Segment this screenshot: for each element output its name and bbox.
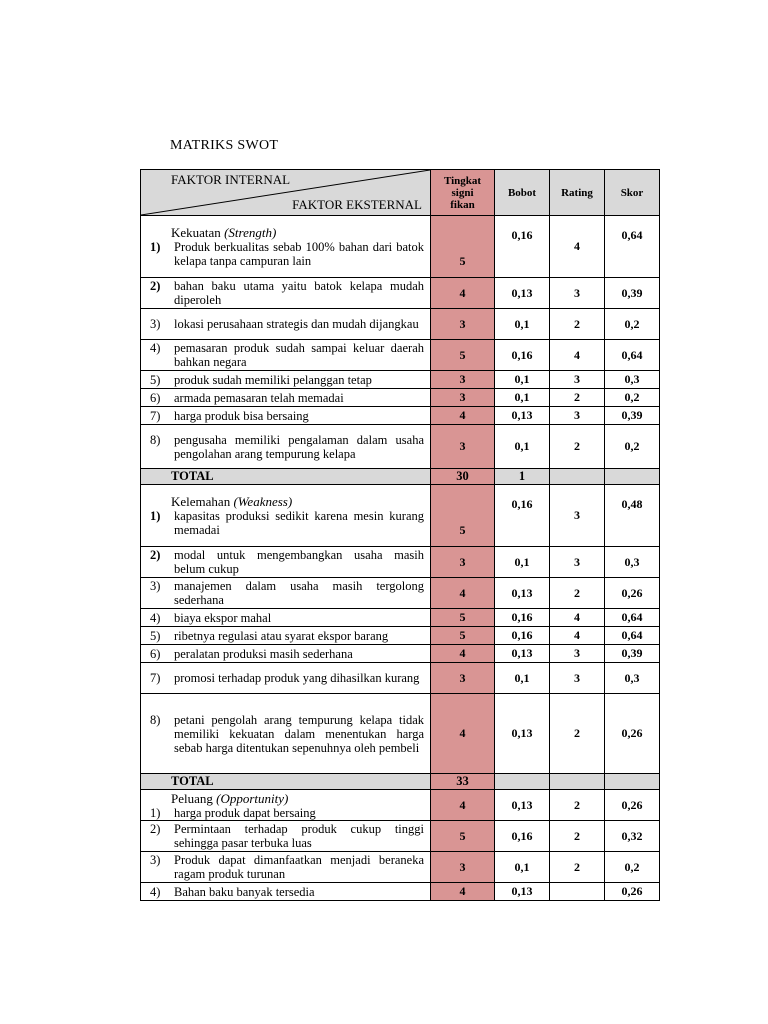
strength-row — [141, 340, 660, 371]
opportunity-row — [141, 852, 660, 883]
skor-cell: 0,2 — [605, 309, 660, 340]
rating-cell: 2 — [550, 821, 605, 852]
item-text: bahan baku utama yaitu batok kelapa mudah diperoleh — [174, 279, 424, 307]
opportunity-item-cell — [141, 852, 431, 883]
skor-cell: 0,48 — [605, 485, 660, 547]
table-header-row — [141, 170, 660, 216]
weakness-total-row — [141, 774, 660, 790]
item-number: 1) — [150, 509, 161, 523]
weakness-item-cell — [141, 547, 431, 578]
list-item — [141, 629, 430, 643]
tingkat-cell: 3 — [431, 852, 495, 883]
item-text: ribetnya regulasi atau syarat ekspor barang — [174, 628, 389, 643]
bobot-cell: 0,13 — [495, 645, 550, 663]
rating-cell — [550, 883, 605, 901]
strength-heading — [141, 225, 430, 240]
bobot-cell: 0,1 — [495, 663, 550, 694]
list-item — [141, 671, 430, 685]
tingkat-cell: 5 — [431, 485, 495, 547]
bobot-cell: 0,13 — [495, 694, 550, 774]
item-number: 5) — [150, 628, 161, 643]
list-item — [141, 317, 430, 331]
tingkat-cell: 3 — [431, 425, 495, 469]
rating-cell: 2 — [550, 389, 605, 407]
item-text: lokasi perusahaan strategis dan mudah dijangkau — [174, 317, 419, 331]
strength-row — [141, 407, 660, 425]
weakness-item-cell — [141, 627, 431, 645]
weakness-row — [141, 627, 660, 645]
faktor-eksternal-label: FAKTOR EKSTERNAL — [292, 197, 422, 212]
strength-row — [141, 278, 660, 309]
item-number: 3) — [150, 317, 161, 331]
item-number: 7) — [150, 671, 161, 685]
skor-cell: 0,64 — [605, 609, 660, 627]
bobot-cell: 0,1 — [495, 389, 550, 407]
opportunity-item-cell — [141, 790, 431, 821]
weakness-heading-text: Kelemahan — [171, 494, 231, 509]
item-number: 6) — [150, 646, 161, 661]
weakness-row — [141, 694, 660, 774]
skor-cell: 0,64 — [605, 216, 660, 278]
strength-total-row — [141, 469, 660, 485]
item-text: produk sudah memiliki pelanggan tetap — [174, 372, 372, 387]
bobot-header: Bobot — [495, 170, 550, 216]
bobot-cell: 0,1 — [495, 425, 550, 469]
item-number: 8) — [150, 712, 161, 727]
tingkat-cell: 5 — [431, 340, 495, 371]
item-number: 8) — [150, 432, 161, 447]
list-item — [141, 548, 430, 576]
opportunity-heading-en: (Opportunity) — [216, 790, 289, 806]
rating-cell: 4 — [550, 340, 605, 371]
list-item — [141, 433, 430, 461]
skor-cell: 0,2 — [605, 852, 660, 883]
opportunity-item-cell — [141, 821, 431, 852]
item-text: Bahan baku banyak tersedia — [174, 884, 315, 899]
item-text: pengusaha memiliki pengalaman dalam usaha pengolahan arang tempurung kelapa — [174, 432, 424, 461]
rating-cell: 3 — [550, 485, 605, 547]
bobot-cell: 0,13 — [495, 883, 550, 901]
item-text: manajemen dalam usaha masih tergolong sederhana — [174, 579, 424, 607]
strength-row — [141, 216, 660, 278]
total-skor — [605, 469, 660, 485]
list-item — [141, 341, 430, 369]
weakness-row — [141, 645, 660, 663]
list-item — [141, 391, 430, 405]
list-item — [141, 579, 430, 607]
item-number: 4) — [150, 610, 161, 625]
total-tingkat: 33 — [431, 774, 495, 790]
weakness-row — [141, 547, 660, 578]
item-text: biaya ekspor mahal — [174, 610, 272, 625]
opportunity-row — [141, 790, 660, 821]
bobot-cell: 0,16 — [495, 340, 550, 371]
weakness-row — [141, 609, 660, 627]
strength-item-cell — [141, 340, 431, 371]
strength-row — [141, 425, 660, 469]
list-item — [141, 373, 430, 387]
weakness-item-cell — [141, 609, 431, 627]
rating-cell: 2 — [550, 694, 605, 774]
rating-header: Rating — [550, 170, 605, 216]
skor-header: Skor — [605, 170, 660, 216]
skor-cell: 0,3 — [605, 371, 660, 389]
strength-item-cell — [141, 425, 431, 469]
item-number: 3) — [150, 579, 161, 593]
opportunity-row — [141, 883, 660, 901]
weakness-row — [141, 663, 660, 694]
weakness-heading-en: (Weakness) — [233, 494, 293, 509]
skor-cell: 0,39 — [605, 278, 660, 309]
tingkat-cell: 4 — [431, 790, 495, 821]
rating-cell: 2 — [550, 790, 605, 821]
rating-cell: 2 — [550, 425, 605, 469]
rating-cell: 3 — [550, 278, 605, 309]
rating-cell: 2 — [550, 578, 605, 609]
item-number: 2) — [150, 279, 161, 293]
list-item — [141, 409, 430, 423]
list-item — [141, 611, 430, 625]
skor-cell: 0,26 — [605, 883, 660, 901]
total-rating — [550, 774, 605, 790]
item-text: harga produk dapat bersaing — [174, 805, 316, 820]
swot-matrix-table — [140, 169, 660, 901]
item-number: 4) — [150, 884, 161, 899]
weakness-item-cell — [141, 578, 431, 609]
item-text: Produk dapat dimanfaatkan menjadi beraneka ragam produk turunan — [174, 853, 424, 881]
opportunity-item-cell — [141, 883, 431, 901]
tingkat-cell: 5 — [431, 627, 495, 645]
total-rating — [550, 469, 605, 485]
item-text: pemasaran produk sudah sampai keluar daerah bahkan negara — [174, 341, 424, 369]
diagonal-header-cell — [141, 170, 431, 216]
skor-cell: 0,2 — [605, 425, 660, 469]
skor-cell: 0,3 — [605, 547, 660, 578]
rating-cell: 3 — [550, 407, 605, 425]
item-number: 2) — [150, 822, 161, 836]
total-label: TOTAL — [141, 469, 431, 485]
skor-cell: 0,26 — [605, 790, 660, 821]
list-item — [141, 647, 430, 661]
bobot-cell: 0,1 — [495, 547, 550, 578]
bobot-cell: 0,1 — [495, 371, 550, 389]
tingkat-line-1: Tingkat — [443, 174, 482, 187]
opportunity-heading — [141, 791, 430, 806]
bobot-cell: 0,13 — [495, 278, 550, 309]
list-item — [141, 240, 430, 268]
total-label: TOTAL — [141, 774, 431, 790]
tingkat-cell: 5 — [431, 609, 495, 627]
tingkat-cell: 3 — [431, 389, 495, 407]
weakness-item-cell — [141, 694, 431, 774]
item-text: promosi terhadap produk yang dihasilkan kurang — [174, 671, 420, 685]
rating-cell: 4 — [550, 627, 605, 645]
tingkat-cell: 3 — [431, 663, 495, 694]
tingkat-cell: 4 — [431, 883, 495, 901]
item-number: 2) — [150, 548, 161, 562]
tingkat-cell: 3 — [431, 309, 495, 340]
total-bobot — [495, 774, 550, 790]
tingkat-cell: 5 — [431, 821, 495, 852]
total-bobot: 1 — [495, 469, 550, 485]
list-item — [141, 279, 430, 307]
strength-heading-en: (Strength) — [224, 225, 277, 240]
tingkat-cell: 4 — [431, 694, 495, 774]
skor-cell: 0,3 — [605, 663, 660, 694]
opportunity-row — [141, 821, 660, 852]
rating-cell: 4 — [550, 216, 605, 278]
skor-cell: 0,39 — [605, 645, 660, 663]
skor-cell: 0,26 — [605, 694, 660, 774]
weakness-heading — [141, 494, 430, 509]
item-number: 3) — [150, 853, 161, 867]
item-text: Permintaan terhadap produk cukup tinggi sehingga pasar terbuka luas — [174, 822, 424, 850]
total-tingkat: 30 — [431, 469, 495, 485]
rating-cell: 4 — [550, 609, 605, 627]
item-number: 1) — [150, 240, 161, 254]
list-item — [141, 885, 430, 899]
strength-item-cell — [141, 371, 431, 389]
rating-cell: 2 — [550, 852, 605, 883]
strength-item-cell — [141, 216, 431, 278]
skor-cell: 0,64 — [605, 627, 660, 645]
strength-item-cell — [141, 309, 431, 340]
item-number: 1) — [150, 805, 161, 820]
tingkat-cell: 3 — [431, 371, 495, 389]
list-item — [141, 822, 430, 850]
item-number: 4) — [150, 341, 161, 355]
weakness-item-cell — [141, 645, 431, 663]
item-text: Produk berkualitas sebab 100% bahan dari batok kelapa tanpa campuran lain — [174, 240, 424, 268]
weakness-row — [141, 485, 660, 547]
bobot-cell: 0,13 — [495, 790, 550, 821]
tingkat-cell: 4 — [431, 278, 495, 309]
strength-item-cell — [141, 389, 431, 407]
strength-item-cell — [141, 278, 431, 309]
item-number: 6) — [150, 390, 161, 405]
item-text: peralatan produksi masih sederhana — [174, 646, 353, 661]
strength-row — [141, 371, 660, 389]
tingkat-cell: 4 — [431, 645, 495, 663]
opportunity-heading-text: Peluang — [171, 790, 213, 806]
bobot-cell: 0,1 — [495, 852, 550, 883]
bobot-cell: 0,16 — [495, 821, 550, 852]
page-title: MATRIKS SWOT — [170, 138, 279, 153]
bobot-cell: 0,13 — [495, 578, 550, 609]
skor-cell: 0,64 — [605, 340, 660, 371]
bobot-cell: 0,16 — [495, 485, 550, 547]
bobot-cell: 0,1 — [495, 309, 550, 340]
item-number: 5) — [150, 372, 161, 387]
list-item — [141, 853, 430, 881]
tingkat-cell: 4 — [431, 407, 495, 425]
skor-cell: 0,26 — [605, 578, 660, 609]
strength-item-cell — [141, 407, 431, 425]
bobot-cell: 0,16 — [495, 216, 550, 278]
strength-row — [141, 309, 660, 340]
strength-row — [141, 389, 660, 407]
rating-cell: 2 — [550, 309, 605, 340]
bobot-cell: 0,16 — [495, 609, 550, 627]
tingkat-cell: 3 — [431, 547, 495, 578]
rating-cell: 3 — [550, 645, 605, 663]
weakness-row — [141, 578, 660, 609]
tingkat-line-3: fikan — [450, 198, 475, 211]
item-text: modal untuk mengembangkan usaha masih belum cukup — [174, 548, 424, 576]
rating-cell: 3 — [550, 371, 605, 389]
tingkat-header — [431, 170, 495, 216]
bobot-cell: 0,16 — [495, 627, 550, 645]
tingkat-line-2: signi — [451, 186, 474, 199]
strength-heading-text: Kekuatan — [171, 225, 221, 240]
weakness-item-cell — [141, 485, 431, 547]
list-item — [141, 713, 430, 755]
faktor-internal-label: FAKTOR INTERNAL — [171, 172, 291, 187]
item-text: harga produk bisa bersaing — [174, 408, 309, 423]
item-number: 7) — [150, 408, 161, 423]
item-text: armada pemasaran telah memadai — [174, 390, 344, 405]
tingkat-cell: 4 — [431, 578, 495, 609]
item-text: petani pengolah arang tempurung kelapa tidak memiliki kekuatan dalam menentukan harga sebab harga ditentukan sepenuhnya oleh pembeli — [174, 712, 424, 755]
skor-cell: 0,2 — [605, 389, 660, 407]
rating-cell: 3 — [550, 547, 605, 578]
weakness-item-cell — [141, 663, 431, 694]
total-skor — [605, 774, 660, 790]
skor-cell: 0,39 — [605, 407, 660, 425]
tingkat-cell: 5 — [431, 216, 495, 278]
rating-cell: 3 — [550, 663, 605, 694]
item-text: kapasitas produksi sedikit karena mesin kurang memadai — [174, 509, 424, 537]
list-item — [141, 509, 430, 537]
skor-cell: 0,32 — [605, 821, 660, 852]
list-item — [141, 806, 430, 820]
bobot-cell: 0,13 — [495, 407, 550, 425]
